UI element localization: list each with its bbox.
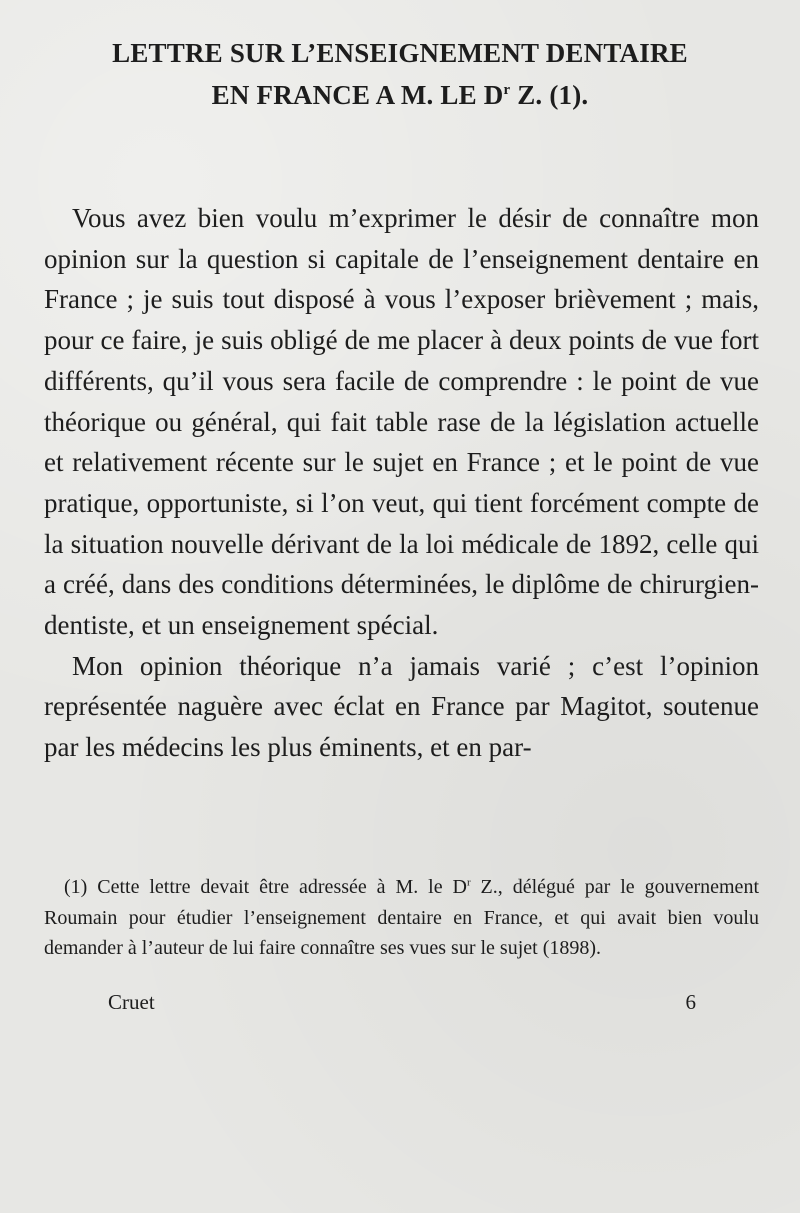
body-text (44, 198, 759, 768)
footnote-superscript: r (466, 876, 471, 889)
title-line-2 (0, 80, 800, 111)
paragraph-1: Vous avez bien voulu m’exprimer le désir de connaître mon opinion sur la question si capitale de l’enseignement dentaire en France ; je suis tout disposé à vous l’exposer brièvement ; mais, pour ce faire, je suis obligé de me placer à deux points de vue fort différents, qu’il vous sera facile de comprendre : le point de vue théorique ou général, qui fait table rase de la législation actuelle et relativement récente sur le sujet en France ; et le point de vue pratique, opportuniste, si l’on veut, qui tient forcément compte de la situation nouvelle dérivant de la loi médicale de 1892, celle qui a créé, dans des conditions déterminées, le diplôme de chirurgien-dentiste, et un enseignement spécial. (44, 203, 759, 641)
title-line-1-text: LETTRE SUR L’ENSEIGNEMENT DENTAIRE (112, 38, 688, 68)
title-superscript: r (503, 82, 511, 98)
footnote-post: Z., délégué par le gouvernement Roumain pour étudier l’enseignement dentaire en France, et qui avait bien voulu demander à l’auteur de lui faire connaître ses vues sur le sujet (1898). (44, 876, 759, 959)
title-line-2-post: Z. (1). (510, 80, 589, 110)
title-line-2-pre: EN FRANCE A M. LE D (211, 80, 504, 110)
author-signature: Cruet (108, 990, 155, 1014)
footnote-pre: (1) Cette lettre devait être adressée à M. le D (64, 876, 467, 898)
title-line-1 (0, 38, 800, 69)
page-number: 6 (685, 990, 696, 1014)
footnote (44, 872, 759, 964)
paragraph-2: Mon opinion théorique n’a jamais varié ; c’est l’opinion représentée naguère avec éclat en France par Magitot, soutenue par les médecins les plus éminents, et en par- (44, 650, 759, 763)
